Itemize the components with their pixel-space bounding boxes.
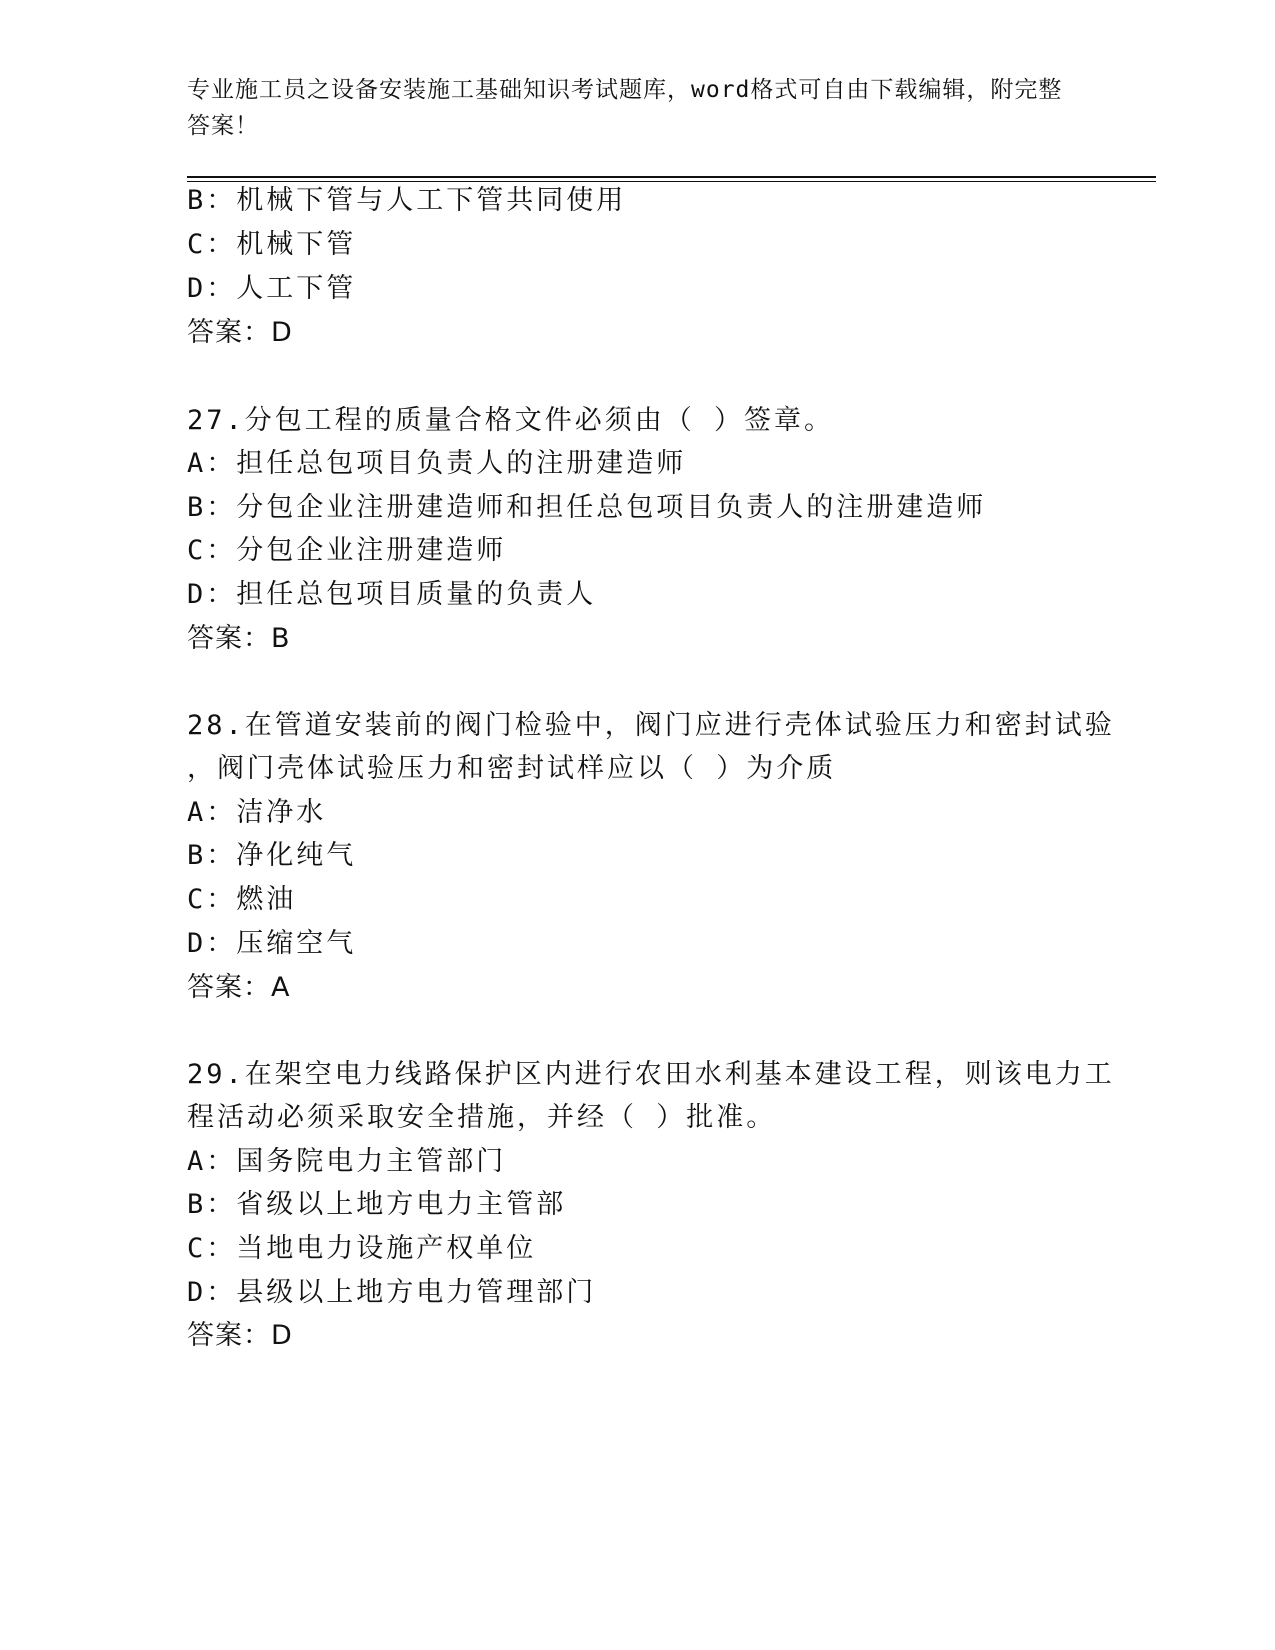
option-a: A：洁净水 xyxy=(187,797,327,828)
option-d: D：人工下管 xyxy=(187,273,357,304)
question-stem-line-1: 29.在架空电力线路保护区内进行农田水利基本建设工程，则该电力工 xyxy=(187,1059,1115,1090)
option-b: B：分包企业注册建造师和担任总包项目负责人的注册建造师 xyxy=(187,492,987,523)
option-b: B：省级以上地方电力主管部 xyxy=(187,1189,567,1220)
document-header: 专业施工员之设备安装施工基础知识考试题库，word格式可自由下载编辑，附完整答案！ xyxy=(187,77,1063,139)
answer: 答案：B xyxy=(187,623,291,654)
option-a: A：担任总包项目负责人的注册建造师 xyxy=(187,448,687,479)
question-stem-line-2: 程活动必须采取安全措施，并经（ ）批准。 xyxy=(187,1102,777,1133)
option-b: B：净化纯气 xyxy=(187,840,357,871)
option-d: D：担任总包项目质量的负责人 xyxy=(187,579,597,610)
option-a: A：国务院电力主管部门 xyxy=(187,1146,507,1177)
option-d: D：县级以上地方电力管理部门 xyxy=(187,1277,597,1308)
question-stem-line-2: ，阀门壳体试验压力和密封试样应以（ ）为介质 xyxy=(187,753,837,784)
header-rule-thin xyxy=(187,181,1156,182)
option-b: B：机械下管与人工下管共同使用 xyxy=(187,185,627,216)
option-c: C：燃油 xyxy=(187,884,297,915)
option-c: C：当地电力设施产权单位 xyxy=(187,1233,537,1264)
option-c: C：机械下管 xyxy=(187,229,357,260)
answer: 答案：D xyxy=(187,317,293,348)
answer: 答案：D xyxy=(187,1320,293,1351)
answer: 答案：A xyxy=(187,972,291,1003)
question-stem: 27.分包工程的质量合格文件必须由（ ）签章。 xyxy=(187,405,835,436)
option-d: D：压缩空气 xyxy=(187,928,357,959)
question-stem-line-1: 28.在管道安装前的阀门检验中，阀门应进行壳体试验压力和密封试验 xyxy=(187,710,1115,741)
option-c: C：分包企业注册建造师 xyxy=(187,535,507,566)
header-rule-thick xyxy=(187,176,1156,178)
